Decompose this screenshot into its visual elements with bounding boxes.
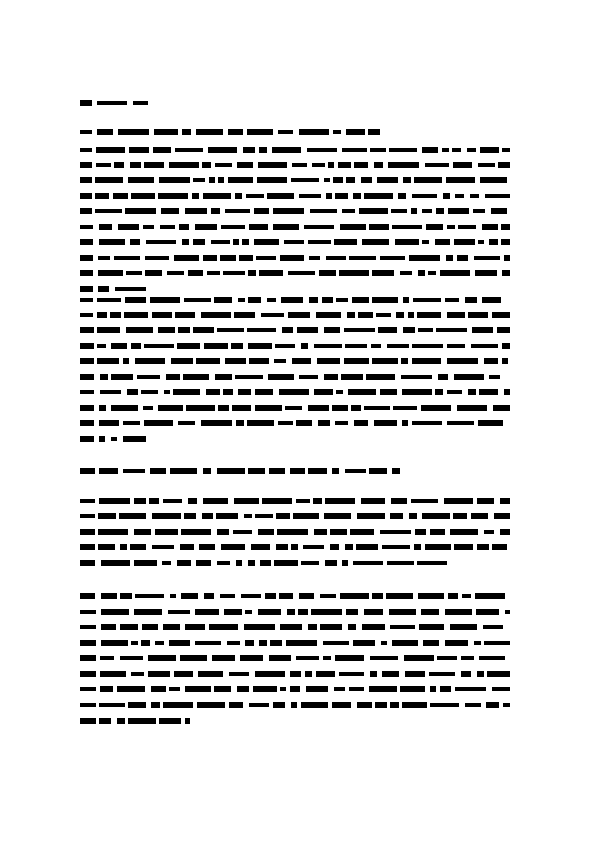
text-line bbox=[80, 405, 510, 411]
text-line bbox=[80, 100, 155, 106]
text-line bbox=[80, 718, 190, 724]
text-line bbox=[80, 327, 510, 333]
text-line bbox=[80, 593, 510, 599]
text-line bbox=[80, 702, 510, 708]
text-line bbox=[80, 420, 510, 426]
text-line bbox=[80, 255, 510, 261]
text-line bbox=[80, 529, 510, 535]
text-line bbox=[80, 655, 510, 661]
text-line bbox=[80, 224, 510, 230]
text-line bbox=[80, 208, 510, 214]
text-line bbox=[80, 193, 510, 199]
text-line bbox=[80, 609, 510, 615]
text-line bbox=[80, 147, 510, 153]
text-line bbox=[80, 640, 510, 646]
text-line bbox=[80, 312, 510, 318]
text-line bbox=[80, 177, 510, 183]
text-line bbox=[80, 671, 510, 677]
text-line bbox=[80, 544, 510, 550]
text-line bbox=[80, 374, 510, 380]
text-line bbox=[80, 436, 150, 442]
text-line bbox=[80, 297, 510, 303]
text-line bbox=[80, 468, 400, 474]
text-line bbox=[80, 389, 510, 395]
text-line bbox=[80, 129, 380, 135]
text-line bbox=[80, 624, 510, 630]
text-line bbox=[80, 513, 510, 519]
text-line bbox=[80, 239, 510, 245]
text-line bbox=[80, 358, 510, 364]
text-line bbox=[80, 286, 150, 292]
text-line bbox=[80, 686, 510, 692]
text-line bbox=[80, 162, 510, 168]
text-line bbox=[80, 343, 510, 349]
text-line bbox=[80, 270, 510, 276]
text-line bbox=[80, 498, 510, 504]
text-line bbox=[80, 560, 450, 566]
